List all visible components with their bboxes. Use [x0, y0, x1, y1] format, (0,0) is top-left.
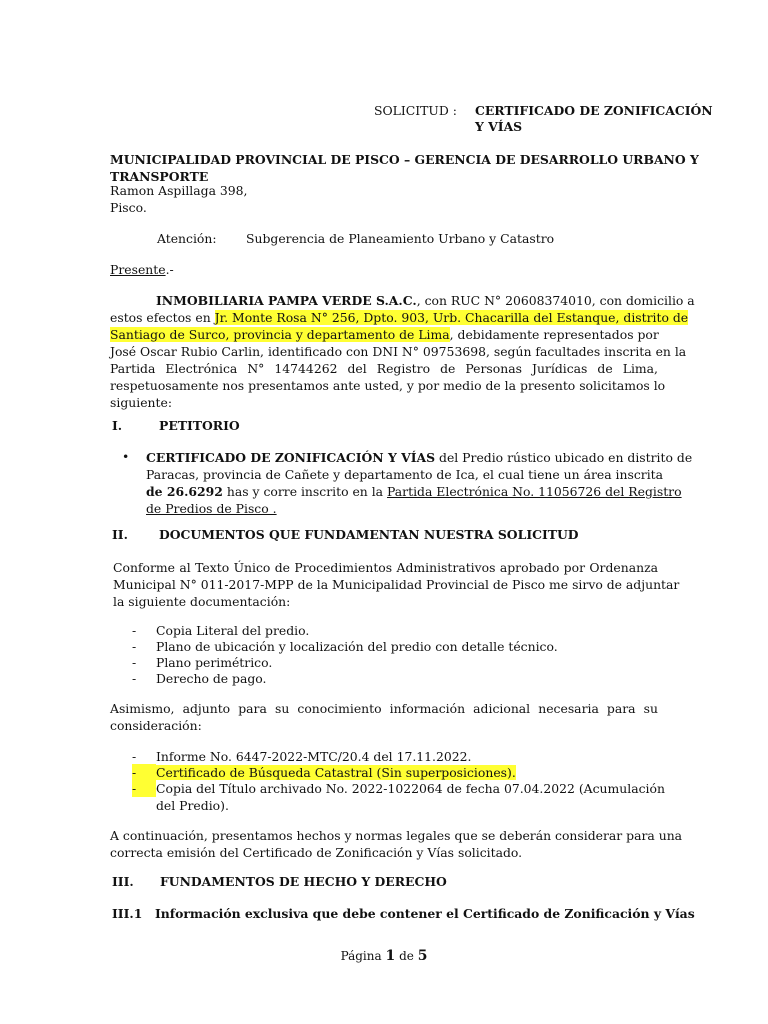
- addressee-block: [110, 151, 699, 185]
- addressee-line1: MUNICIPALIDAD PROVINCIAL DE PISCO – GERENCIA DE DESARROLLO URBANO Y: [110, 152, 699, 167]
- partida-reference-cont: de Predios de Pisco .: [146, 501, 277, 516]
- addressee-street: Ramon Aspillaga 398,: [110, 183, 248, 198]
- partida-reference: Partida Electrónica No. 11056726 del Registro: [387, 484, 682, 499]
- section3-number: III.: [112, 874, 134, 889]
- highlighted-district: Santiago de Surco, provincia y departamento de Lima: [110, 327, 450, 342]
- highlighted-address: Jr. Monte Rosa N° 256, Dpto. 903, Urb. Chacarilla del Estanque, distrito de: [214, 310, 689, 325]
- intro-line2: estos efectos en Jr. Monte Rosa N° 256, Dpto. 903, Urb. Chacarilla del Estanque, distrito de: [110, 310, 689, 325]
- intro-line3: Santiago de Surco, provincia y departamento de Lima, debidamente representados por: [110, 327, 659, 342]
- section3-title: FUNDAMENTOS DE HECHO Y DERECHO: [160, 874, 447, 889]
- section2-title: DOCUMENTOS QUE FUNDAMENTAN NUESTRA SOLICITUD: [159, 527, 579, 542]
- subsection-title: Información exclusiva que debe contener el Certificado de Zonificación y Vías: [155, 906, 695, 921]
- subsection-number: III.1: [112, 906, 143, 921]
- closing-paragraph: A continuación, presentamos hechos y normas legales que se deberán considerar para una correcta emisión del Certificado de Zonificación y Vías solicitado.: [110, 828, 683, 860]
- intro-line7: siguiente:: [110, 395, 172, 410]
- intro-line4: José Oscar Rubio Carlin, identificado con DNI N° 09753698, según facultades inscrita en la: [110, 344, 687, 359]
- attention-label: Atención:: [157, 231, 217, 246]
- section1-title: PETITORIO: [159, 418, 240, 433]
- list-item: - Derecho de pago.: [132, 671, 267, 686]
- documents-intro: Conforme al Texto Único de Procedimientos Administrativos aprobado por Ordenanza Municipal N° 011-2017-MPP de la Municipalidad Provincial de Pisco me sirvo de adjuntar la siguiente documentación:: [113, 560, 680, 609]
- intro-paragraph: [110, 292, 695, 411]
- greeting: [110, 262, 174, 277]
- list-item: - Plano perimétrico.: [132, 655, 273, 670]
- bullet-icon: •: [122, 449, 130, 464]
- addressee-line2: TRANSPORTE: [110, 169, 209, 184]
- greeting-suffix: .-: [165, 262, 174, 277]
- of-word: de: [399, 949, 414, 963]
- attention-value: Subgerencia de Planeamiento Urbano y Catastro: [246, 231, 555, 246]
- company-name: INMOBILIARIA PAMPA VERDE S.A.C.: [156, 293, 417, 308]
- subject-title-line2: Y VÍAS: [475, 119, 523, 134]
- list-item-highlighted: - Certificado de Búsqueda Catastral (Sin superposiciones).: [132, 765, 516, 780]
- subject-title-line1: CERTIFICADO DE ZONIFICACIÓN: [475, 103, 713, 118]
- page-word: Página: [340, 949, 382, 963]
- petitorio-title: CERTIFICADO DE ZONIFICACIÓN Y VÍAS: [146, 450, 436, 465]
- list-item: - Informe No. 6447-2022-MTC/20.4 del 17.11.2022.: [132, 749, 472, 764]
- section2-number: II.: [112, 527, 128, 542]
- subject-label: SOLICITUD :: [374, 103, 457, 118]
- page-current: 1: [385, 948, 396, 964]
- section1-number: I.: [112, 418, 123, 433]
- list-item-text: Copia del Título archivado No. 2022-1022064 de fecha 07.04.2022 (Acumulación del Predio).: [156, 781, 665, 813]
- intro-line6: respetuosamente nos presentamos ante usted, y por medio de la presento solicitamos lo: [110, 378, 666, 393]
- intro-line1: INMOBILIARIA PAMPA VERDE S.A.C., con RUC N° 20608374010, con domicilio a: [156, 293, 695, 308]
- petitorio-paragraph: CERTIFICADO DE ZONIFICACIÓN Y VÍAS del Predio rústico ubicado en distrito de Paracas, provincia de Cañete y departamento de Ica, el cual tiene un área inscrita de 26.6292 has y corre inscrito en la Partida Electrónica No. 11056726 del Registro de Predios de Pisco .: [146, 450, 693, 516]
- additional-info-intro: Asimismo, adjunto para su conocimiento información adicional necesaria para su consideración:: [110, 701, 658, 733]
- intro-line5: Partida Electrónica N° 14744262 del Registro de Personas Jurídicas de Lima,: [110, 361, 658, 376]
- page-footer: [0, 948, 768, 964]
- addressee-city: Pisco.: [110, 200, 147, 215]
- list-item: - Copia Literal del predio.: [132, 623, 310, 638]
- list-item-highlighted: -: [132, 780, 156, 797]
- page-total: 5: [417, 948, 428, 964]
- greeting-word: Presente: [110, 262, 166, 277]
- list-item: - Plano de ubicación y localización del predio con detalle técnico.: [132, 639, 558, 654]
